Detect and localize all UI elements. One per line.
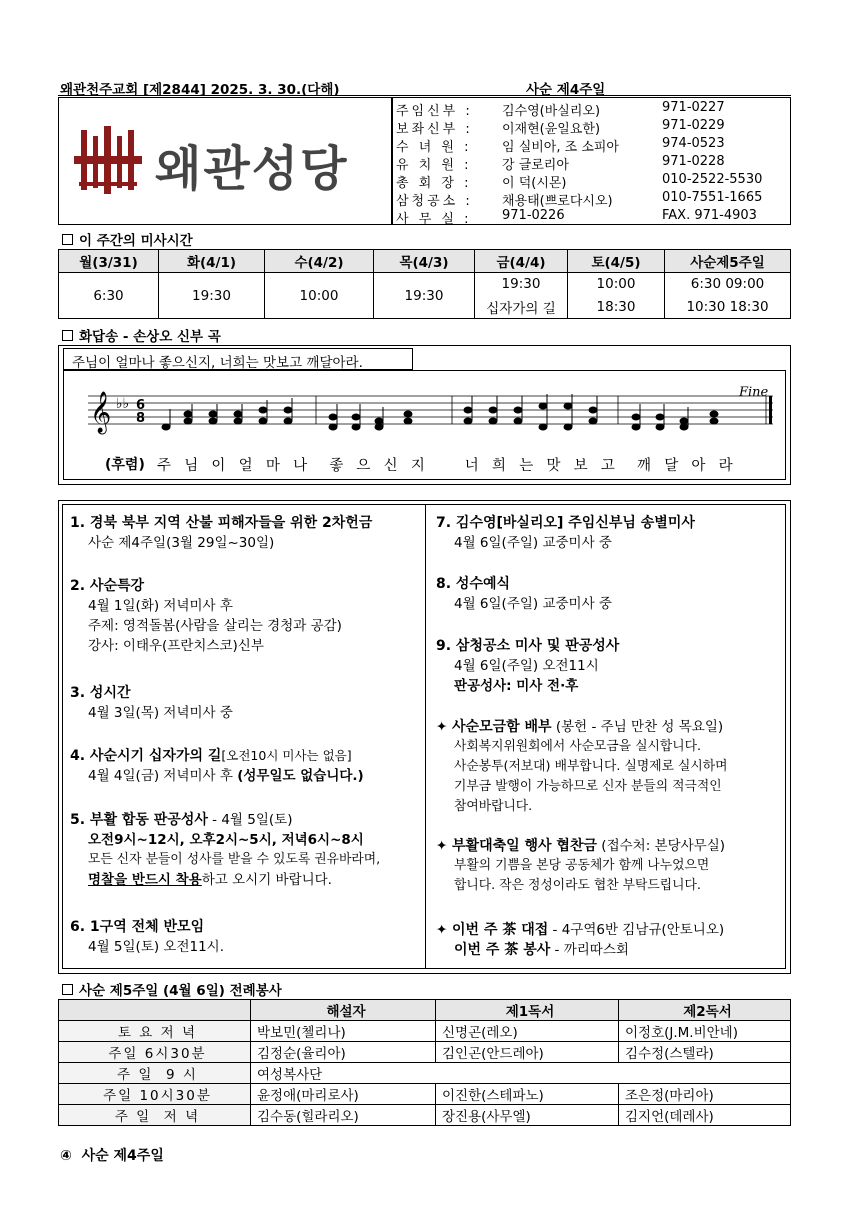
news-line: 4월 3일(목) 저녁미사 중 (88, 705, 233, 721)
mass-day: 목(4/3) (374, 250, 475, 273)
news-line: 참여바랍니다. (454, 799, 533, 814)
liturgical-day: 사순 제4주일 (526, 82, 606, 98)
staff-title: 보좌신부 : (396, 122, 473, 137)
news-line: 모든 신자 분들이 성사를 받을 수 있도록 권유바라며, (88, 852, 381, 867)
news-line-bold: 판공성사: 미사 전·후 (454, 678, 579, 694)
news-item (436, 920, 724, 960)
news-item (70, 810, 380, 890)
service-row (59, 1084, 791, 1105)
news-item (436, 636, 619, 696)
service-row (59, 1021, 791, 1042)
service-cell: 김지언(데레사) (619, 1105, 791, 1126)
service-cell: 신명곤(레오) (436, 1021, 619, 1042)
mass-time: 10:00 (265, 273, 374, 319)
mass-day: 사순제5주일 (665, 250, 791, 273)
mass-time: 10:00 (568, 273, 665, 296)
news-line: 강사: 이태우(프란치스코)신부 (88, 638, 264, 654)
service-header: 제1독서 (436, 1000, 619, 1021)
service-row (59, 1063, 791, 1084)
news-item (70, 746, 364, 786)
mass-day: 화(4/1) (159, 250, 265, 273)
news-line: 4월 5일(토) 오전11시. (88, 939, 225, 955)
news-item (436, 836, 725, 896)
service-slot: 주일 6시30분 (59, 1042, 251, 1063)
news-title: 5. 부활 합동 판공성사 (70, 812, 208, 828)
service-cell: 조은정(마리아) (619, 1084, 791, 1105)
svg-text:𝄞: 𝄞 (90, 392, 112, 433)
psalm-title-text: 화답송 - 손상오 신부 곡 (79, 329, 221, 345)
news-item (70, 513, 372, 553)
mass-day: 수(4/2) (265, 250, 374, 273)
news-title-note: - 4월 5일(토) (207, 812, 293, 828)
staff-phone: 971-0228 (662, 154, 725, 169)
svg-text:♭♭: ♭♭ (116, 396, 130, 412)
service-cell: 이정호(J.M.비안네) (619, 1021, 791, 1042)
service-cell: 윤정애(마리로사) (251, 1084, 436, 1105)
staff-phone: 971-0229 (662, 118, 725, 133)
news-line: 사순봉투(저보대) 배부합니다. 실명제로 실시하며 (454, 759, 728, 774)
news-line: 주제: 영적돌봄(사람을 살리는 경청과 공감) (88, 618, 342, 634)
psalm-verse-box (63, 348, 413, 370)
news-item (70, 683, 233, 723)
staff-name: 971-0226 (502, 208, 565, 223)
news-title: 4. 사순시기 십자가의 길 (70, 748, 222, 764)
mass-time: 6:30 (59, 273, 159, 319)
news-title: 부활대축일 행사 협찬금 (452, 838, 598, 854)
mass-time: 십자가의 길 (475, 296, 568, 319)
news-title: 1. 경북 북부 지역 산불 피해자들을 위한 2차헌금 (70, 515, 373, 531)
news-line-bold: 오전9시~12시, 오후2시~5시, 저녁6시~8시 (88, 832, 364, 848)
news-line: 4월 6일(주일) 오전11시 (454, 658, 599, 674)
staff-title: 총 회 장 : (396, 176, 472, 191)
news-line: 부활의 기쁨을 본당 공동체가 함께 나누었으면 (454, 858, 710, 873)
staff-phone: FAX. 971-4903 (662, 208, 757, 223)
staff-name: 이재현(윤일요한) (502, 122, 601, 137)
mass-times-title (62, 229, 193, 249)
section-square-icon (62, 984, 73, 995)
news-title-note: - 4구역6반 김남규(안토니오) (548, 922, 725, 938)
mass-times-table (58, 249, 791, 319)
service-cell: 김정순(율리아) (251, 1042, 436, 1063)
news-title: 3. 성시간 (70, 685, 131, 701)
staff-title: 주임신부 : (396, 104, 473, 119)
psalm-verse: 주님이 얼마나 좋으신지, 너희는 맛보고 깨달아라. (72, 355, 363, 371)
service-cell: 김인곤(안드레아) (436, 1042, 619, 1063)
service-slot: 주 일 저 녁 (59, 1105, 251, 1126)
news-item (436, 513, 695, 553)
news-line: 기부금 발행이 가능하므로 신자 분들의 적극적인 (454, 779, 722, 794)
staff-phone: 010-7551-1665 (662, 190, 763, 205)
mass-day: 금(4/4) (475, 250, 568, 273)
service-slot: 토 요 저 녁 (59, 1021, 251, 1042)
mass-times-title-text: 이 주간의 미사시간 (79, 233, 193, 249)
mass-time: 10:30 18:30 (665, 296, 791, 319)
news-title: 6. 1구역 전체 반모임 (70, 919, 205, 935)
page-footer: ④ 사순 제4주일 (60, 1148, 164, 1164)
staff-phone: 971-0227 (662, 100, 725, 115)
service-header: 제2독서 (619, 1000, 791, 1021)
news-title-note: (봉헌 - 주님 만찬 성 목요일) (551, 719, 724, 735)
service-slot: 주일 10시30분 (59, 1084, 251, 1105)
staff-name: 채용태(쁘로다시오) (502, 194, 613, 209)
news-item (70, 917, 224, 957)
psalm-title (62, 325, 221, 345)
liturgy-service-table (58, 999, 791, 1126)
logo-panel (58, 97, 392, 225)
service-title-text: 사순 제5주일 (4월 6일) 전례봉사 (79, 983, 282, 999)
bulletin-issue: 왜관천주교회 [제2844] 2025. 3. 30.(다해) (60, 82, 340, 98)
staff-title: 수 녀 원 : (396, 140, 472, 155)
news-line: 사순 제4주일(3월 29일~30일) (88, 535, 275, 551)
news-line-bold: (성무일도 없습니다.) (237, 768, 364, 784)
diamond-bullet-icon: ✦ (436, 922, 453, 938)
news-title: 2. 사순특강 (70, 578, 145, 594)
mass-time: 19:30 (159, 273, 265, 319)
service-title (62, 979, 282, 999)
service-slot: 주 일 9 시 (59, 1063, 251, 1084)
mass-day: 토(4/5) (568, 250, 665, 273)
mass-time: 18:30 (568, 296, 665, 319)
news-line-underlined: 명찰을 반드시 착용 (88, 872, 202, 888)
news-line: 하고 오시기 바랍니다. (201, 872, 332, 888)
service-cell: 김수정(스텔라) (619, 1042, 791, 1063)
service-cell: 김수동(힐라리오) (251, 1105, 436, 1126)
section-square-icon (62, 330, 73, 341)
mass-time: 19:30 (475, 273, 568, 296)
news-line: 4월 6일(주일) 교중미사 중 (454, 596, 612, 612)
news-title: 9. 삼청공소 미사 및 판공성사 (436, 638, 620, 654)
news-line: 4월 6일(주일) 교중미사 중 (454, 535, 612, 551)
news-item (436, 717, 728, 817)
staff-phone: 010-2522-5530 (662, 172, 763, 187)
service-cell: 여성복사단 (251, 1063, 791, 1084)
staff-title: 사 무 실 : (396, 212, 472, 227)
mass-day: 월(3/31) (59, 250, 159, 273)
news-line: 합니다. 작은 정성이라도 협찬 부탁드립니다. (454, 878, 701, 893)
mass-time: 6:30 09:00 (665, 273, 791, 296)
news-line: 4월 4일(금) 저녁미사 후 (88, 768, 238, 784)
header-rule (58, 95, 791, 96)
service-row (59, 1105, 791, 1126)
church-logo-icon (71, 126, 146, 196)
service-cell: 박보민(첼리나) (251, 1021, 436, 1042)
staff-name: 임 실비아, 조 소피아 (502, 140, 619, 155)
refrain-lyrics: 주 님 이 얼 마 나 좋 으 신 지 너 희 는 맛 보 고 깨 달 아 라 (157, 458, 737, 474)
news-title: 이번 주 茶 대접 (452, 922, 549, 938)
news-title: 7. 김수영[바실리오] 주임신부님 송별미사 (436, 515, 695, 531)
staff-name: 김수영(바실리오) (502, 104, 601, 119)
mass-time: 19:30 (374, 273, 475, 319)
svg-text:8: 8 (136, 411, 146, 426)
service-header (59, 1000, 251, 1021)
staff-name: 이 덕(시몬) (502, 176, 567, 191)
news-title: 이번 주 茶 봉사 (454, 942, 551, 958)
column-divider (425, 504, 426, 969)
service-cell: 이진한(스테파노) (436, 1084, 619, 1105)
service-row (59, 1042, 791, 1063)
staff-name: 강 글로리아 (502, 158, 569, 173)
staff-phone: 974-0523 (662, 136, 725, 151)
news-title: 8. 성수예식 (436, 576, 511, 592)
news-title: 사순모금함 배부 (452, 719, 552, 735)
church-name-logo: 왜관성당 (155, 141, 349, 197)
staff-title: 삼청공소 : (396, 194, 473, 209)
diamond-bullet-icon: ✦ (436, 719, 453, 735)
service-header: 해설자 (251, 1000, 436, 1021)
section-square-icon (62, 234, 73, 245)
music-notation (88, 382, 778, 440)
news-title-note: (접수처: 본당사무실) (597, 838, 726, 854)
news-line: 사회복지위원회에서 사순모금을 실시합니다. (454, 739, 702, 754)
fine-marking: Fine (739, 385, 769, 400)
news-line: 4월 1일(화) 저녁미사 후 (88, 598, 233, 614)
news-title-note: - 까리따스회 (550, 942, 629, 958)
svg-text:6: 6 (136, 398, 146, 413)
service-cell: 장진용(사무엘) (436, 1105, 619, 1126)
staff-title: 유 치 원 : (396, 158, 472, 173)
news-item (436, 574, 612, 614)
refrain-label: (후렴) (105, 457, 145, 473)
news-item (70, 576, 342, 656)
diamond-bullet-icon: ✦ (436, 838, 453, 854)
news-title-note: [오전10시 미사는 없음] (221, 748, 352, 763)
